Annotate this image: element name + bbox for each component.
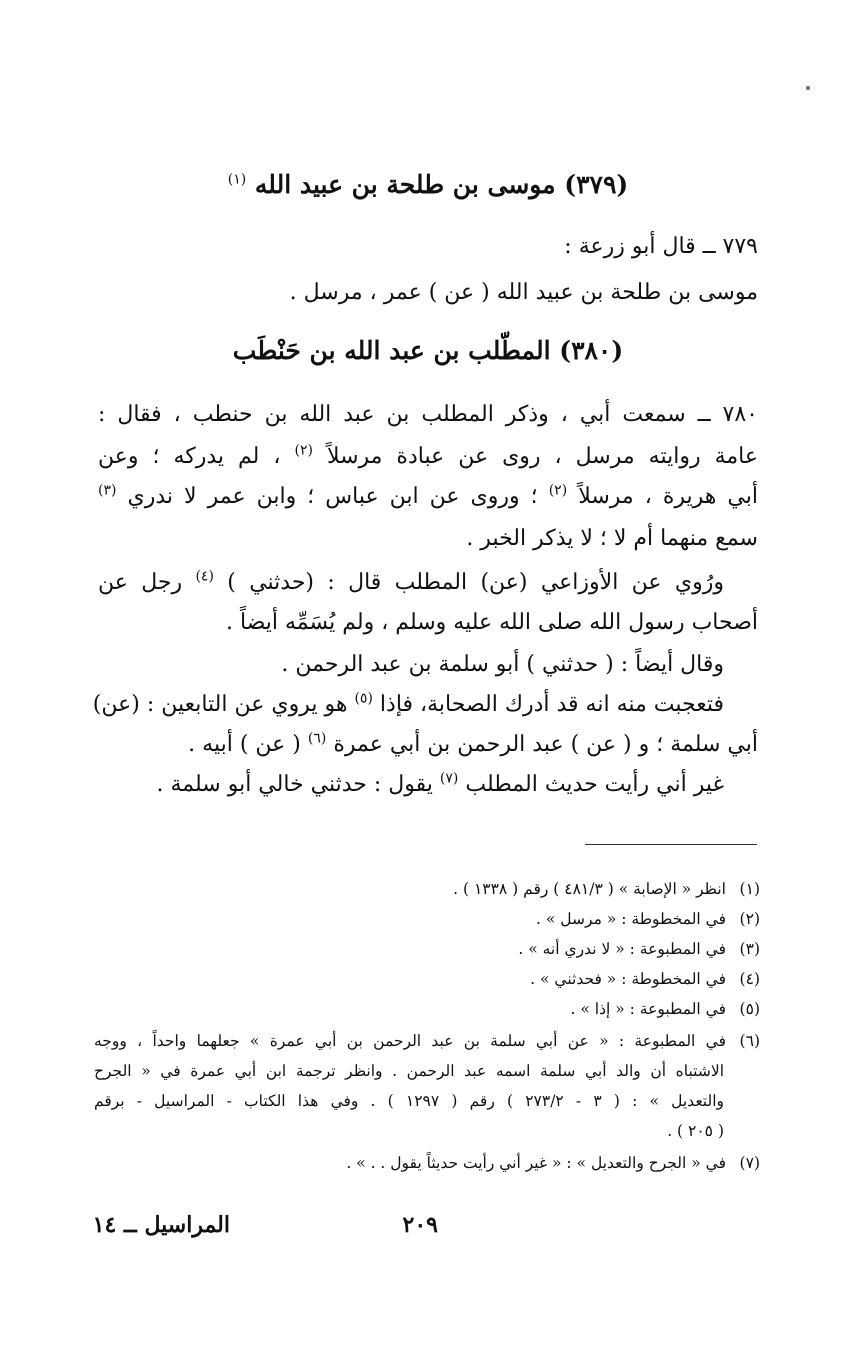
footnote-6-line-2: الاشتباه أن والد أبي سلمة اسمه عبد الرحمن . وانظر ترجمة ابن أبي عمرة في « الجرح xyxy=(94,1062,724,1080)
entry-heading-380: (٣٨٠) المطّلب بن عبد الله بن حَنْطَب xyxy=(232,336,624,365)
footnote-ref-4: (٤) xyxy=(195,568,214,585)
footnote-ref-5: (٥) xyxy=(354,690,373,707)
text-line-12: غير أني رأيت حديث المطلب $^{(٧)}$ يقول : حدثني خالي أبو سلمة . xyxy=(156,770,724,797)
text-line-7: ورُوي عن الأوزاعي (عن) المطلب قال : (حدثني ) $^{(٤)}$ رجل عن xyxy=(98,568,724,595)
footnote-7: (٧)في « الجرح والتعديل » : « غير أني رأيت حديثاً يقول . . » . xyxy=(346,1154,760,1172)
text-line-10: فتعجبت منه انه قد أدرك الصحابة، فإذا $^{(٥)}$ هو يروي عن التابعين : (عن) xyxy=(92,690,724,717)
speck-mark xyxy=(806,86,810,90)
footnote-6: (٦)في المطبوعة : « عن أبي سلمة بن عبد الرحمن بن أبي عمرة » جعلهما واحداً ، ووجه xyxy=(94,1032,760,1050)
footnote-5: (٥)في المطبوعة : « إذا » . xyxy=(570,1000,760,1018)
footnote-3: (٣)في المطبوعة : « لا ندري أنه » . xyxy=(518,940,760,958)
page-number: ٢٠٩ xyxy=(402,1212,438,1238)
text-line-2: موسى بن طلحة بن عبيد الله ( عن ) عمر ، مرسل . xyxy=(289,280,758,305)
footnote-ref-2b: (٢) xyxy=(548,482,568,499)
footnote-ref-1: (١) xyxy=(227,171,247,188)
footnote-4: (٤)في المخطوطة : « فحدثني » . xyxy=(530,970,760,988)
text-line-5: أبي هريرة ، مرسلاً $^{(٢)}$ ؛ وروى عن ابن عباس ؛ وابن عمر لا ندري $^{(٣)}$ xyxy=(98,482,758,509)
footnote-6-line-4: ( ٢٠٥ ) . xyxy=(667,1122,724,1140)
footnote-2: (٢)في المخطوطة : « مرسل » . xyxy=(536,910,760,928)
footnote-6-line-3: والتعديل » : ( ٣ - ٢٧٣/٢ ) رقم ( ١٢٩٧ ) . وفي هذا الكتاب - المراسيل - برقم xyxy=(94,1092,724,1110)
footnote-ref-3: (٣) xyxy=(98,482,117,499)
text-line-3: ٧٨٠ ــ سمعت أبي ، وذكر المطلب بن عبد الله بن حنطب ، فقال : xyxy=(98,402,758,427)
footnote-separator xyxy=(585,844,757,845)
footnote-ref-7: (٧) xyxy=(439,770,459,787)
footnote-ref-6: (٦) xyxy=(307,730,327,747)
text-line-4: عامة روايته مرسل ، روى عن عبادة مرسلاً $^{(٢)}$ ، لم يدركه ؛ وعن xyxy=(98,442,758,469)
text-line-11: أبي سلمة ؛ و ( عن ) عبد الرحمن بن أبي عمرة $^{(٦)}$ ( عن ) أبيه . xyxy=(188,730,758,757)
footnote-1: (١)انظر « الإصابة » ( ٤٨١/٣ ) رقم ( ١٣٣٨ ) . xyxy=(453,880,760,898)
text-line-8: أصحاب رسول الله صلى الله عليه وسلم ، ولم يُسَمِّه أيضاً . xyxy=(226,610,758,635)
text-line-6: سمع منهما أم لا ؛ لا يذكر الخبر . xyxy=(466,526,758,551)
text-line-1: ٧٧٩ ــ قال أبو زرعة : xyxy=(564,234,758,259)
footnote-ref-2: (٢) xyxy=(294,442,313,459)
text-line-9: وقال أيضاً : ( حدثني ) أبو سلمة بن عبد الرحمن . xyxy=(281,652,724,677)
entry-heading-379: (٣٧٩) موسى بن طلحة بن عبيد الله $^{(١)}$ xyxy=(227,170,629,199)
signature-mark: المراسيل ــ ١٤ xyxy=(92,1212,230,1238)
